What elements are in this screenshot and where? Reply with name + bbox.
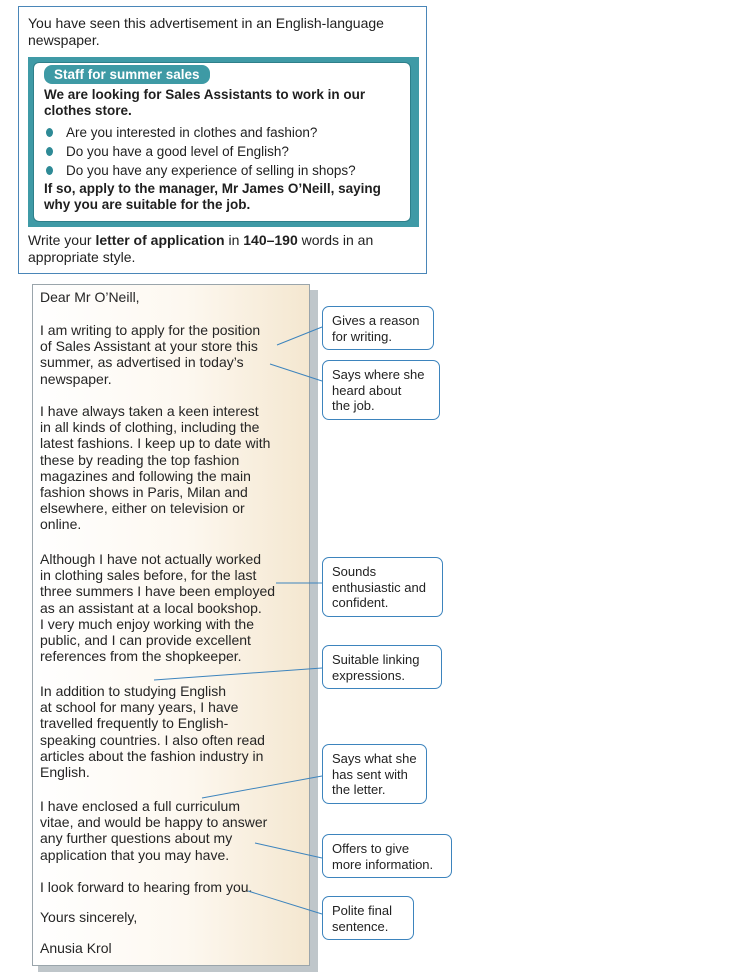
ad-question: Do you have any experience of selling in shops? [44, 161, 356, 180]
connector-heard [270, 364, 322, 381]
connector-sent [202, 776, 322, 798]
connector-linking [154, 668, 322, 680]
connector-polite [248, 891, 322, 914]
ad-tag: Staff for summer sales [44, 65, 210, 84]
annotation-where-heard: Says where she heard about the job. [322, 360, 440, 420]
letter-paragraph-2: I have always taken a keen interest in all kinds of clothing, including the latest fashions. I keep up to date with these by reading the top fashion magazines and following the main fashion shows in Paris, Milan and elsewhere, either on television or online. [40, 403, 271, 533]
letter-paragraph-4: In addition to studying English at school for many years, I have travelled frequently to English- speaking countries. I also often read articles about the fashion industry in English. [40, 683, 265, 781]
letter-paragraph-6: I look forward to hearing from you. [40, 879, 253, 895]
annotation-enthusiastic: Sounds enthusiastic and confident. [322, 557, 443, 617]
annotation-linking-expressions: Suitable linking expressions. [322, 645, 442, 689]
connector-offers [255, 843, 322, 858]
annotation-reason-for-writing: Gives a reason for writing. [322, 306, 434, 350]
letter-paragraph-3: Although I have not actually worked in clothing sales before, for the last three summers I have been employed as an assistant at a local bookshop. I very much enjoy working with the public, and I can provide excellent references from the shopkeeper. [40, 551, 276, 665]
letter-signature: Anusia Krol [40, 940, 112, 956]
task-intro: You have seen this advertisement in an English-language newspaper. [28, 15, 384, 48]
ad-question: Do you have a good level of English? [44, 142, 356, 161]
connector-reason [277, 327, 322, 345]
ad-closing: If so, apply to the manager, Mr James O’Neill, saying why you are suitable for the job. [44, 181, 381, 212]
task-instruction: Write your letter of application in 140–190 words in an appropriate style. [28, 232, 374, 265]
annotation-polite-final: Polite final sentence. [322, 896, 414, 940]
letter-signoff: Yours sincerely, [40, 909, 138, 925]
annotation-offers-information: Offers to give more information. [322, 834, 452, 878]
letter-paragraph-1: I am writing to apply for the position of Sales Assistant at your store this summer, as advertised in today’s newspaper. [40, 322, 261, 387]
letter-paragraph-5: I have enclosed a full curriculum vitae, and would be happy to answer any further questions about my application that you may have. [40, 798, 268, 863]
ad-question: Are you interested in clothes and fashion? [44, 123, 356, 142]
letter-greeting: Dear Mr O’Neill, [40, 289, 140, 305]
annotation-what-sent: Says what she has sent with the letter. [322, 744, 427, 804]
ad-headline: We are looking for Sales Assistants to work in our clothes store. [44, 87, 366, 118]
